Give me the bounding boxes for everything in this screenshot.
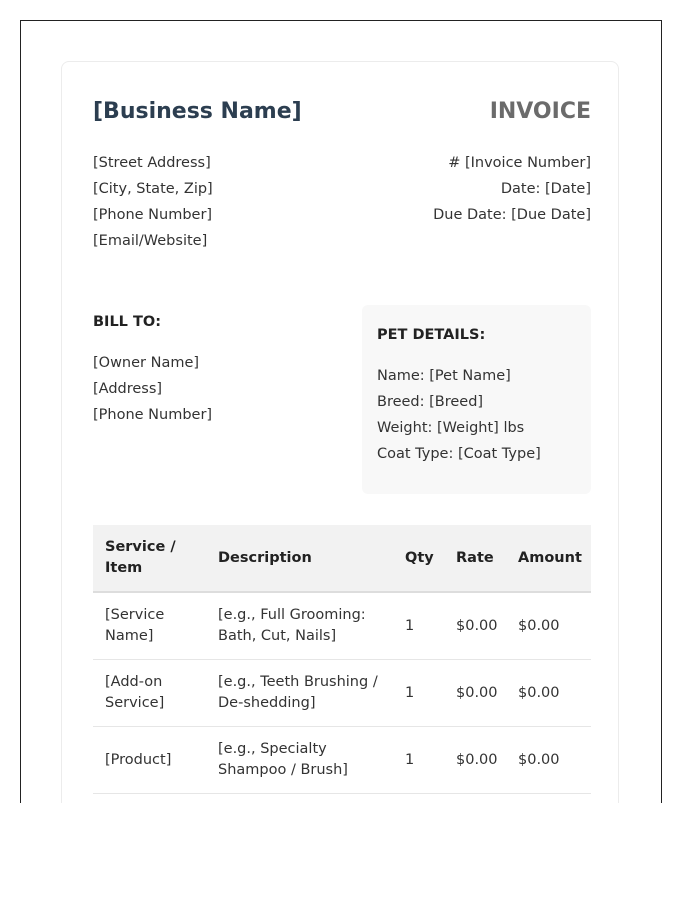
business-address-block (93, 150, 213, 254)
cell-rate: $0.00 (444, 660, 506, 727)
owner-phone: [Phone Number] (93, 407, 213, 423)
business-email: [Email/Website] (93, 233, 208, 249)
business-street: [Street Address] (93, 155, 211, 171)
pet-coat-type: Coat Type: [Coat Type] (377, 446, 541, 462)
cell-rate: $0.00 (444, 727, 506, 794)
header-description: Description (206, 525, 393, 592)
header-service-item: Service / Item (93, 525, 206, 592)
cell-description: [e.g., Teeth Brushing / De-shedding] (206, 660, 393, 727)
invoice-number: # [Invoice Number] (448, 155, 591, 171)
items-table (93, 525, 591, 794)
table-row (93, 727, 591, 794)
invoice-due-date: Due Date: [Due Date] (433, 207, 591, 223)
cell-qty: 1 (393, 660, 444, 727)
business-phone: [Phone Number] (93, 207, 213, 223)
table-row (93, 660, 591, 727)
cell-rate: $0.00 (444, 592, 506, 660)
invoice-meta-block (433, 150, 591, 228)
pet-details-heading: PET DETAILS: (377, 327, 486, 343)
pet-details-box (362, 305, 591, 494)
pet-weight: Weight: [Weight] lbs (377, 420, 525, 436)
table-header-row (93, 525, 591, 592)
header-qty: Qty (393, 525, 444, 592)
cell-service: [Product] (93, 727, 206, 794)
owner-address: [Address] (93, 381, 163, 397)
bill-to-heading: BILL TO: (93, 314, 161, 330)
business-name: [Business Name] (93, 99, 302, 124)
bill-to-block (93, 309, 212, 428)
owner-name: [Owner Name] (93, 355, 200, 371)
table-row (93, 592, 591, 660)
header-amount: Amount (506, 525, 591, 592)
invoice-date: Date: [Date] (500, 181, 591, 197)
cell-qty: 1 (393, 592, 444, 660)
cell-amount: $0.00 (506, 727, 591, 794)
cell-description: [e.g., Specialty Shampoo / Brush] (206, 727, 393, 794)
header-rate: Rate (444, 525, 506, 592)
document-viewport (20, 20, 662, 803)
cell-qty: 1 (393, 727, 444, 794)
invoice-title: INVOICE (489, 99, 591, 124)
cell-description: [e.g., Full Grooming: Bath, Cut, Nails] (206, 592, 393, 660)
cell-service: [Add-on Service] (93, 660, 206, 727)
cell-amount: $0.00 (506, 660, 591, 727)
pet-name: Name: [Pet Name] (377, 368, 511, 384)
cell-amount: $0.00 (506, 592, 591, 660)
pet-breed: Breed: [Breed] (377, 394, 484, 410)
business-city: [City, State, Zip] (93, 181, 213, 197)
invoice-sheet (61, 61, 619, 803)
cell-service: [Service Name] (93, 592, 206, 660)
